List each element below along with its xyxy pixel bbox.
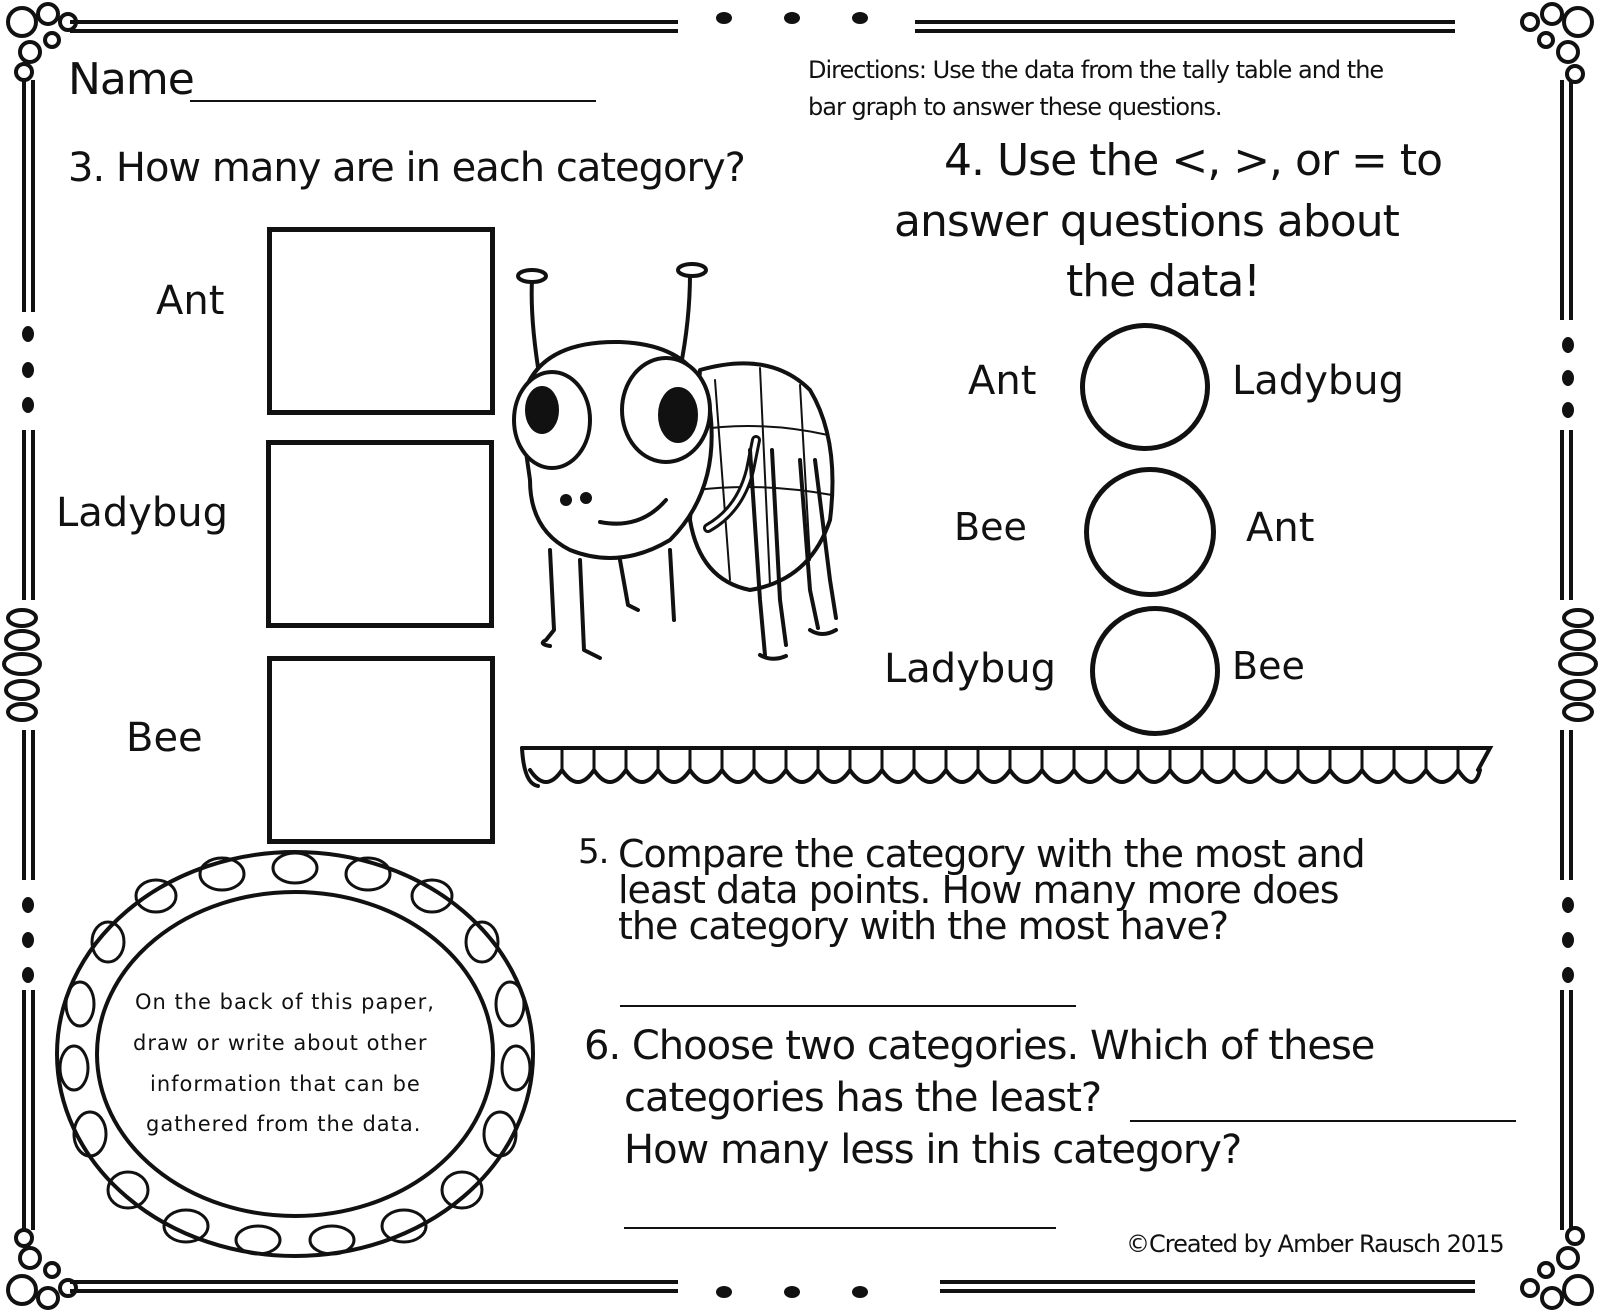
directions-line2: bar graph to answer these questions.	[808, 93, 1222, 121]
compare-2-right: Ant	[1246, 505, 1315, 551]
question-3-title: 3. How many are in each category?	[68, 145, 745, 191]
question-6-least-answer-line[interactable]	[1130, 1120, 1516, 1122]
compare-2-left: Bee	[954, 505, 1027, 549]
compare-3-right: Bee	[1232, 644, 1305, 688]
category-label-bee: Bee	[126, 715, 203, 761]
name-field[interactable]	[190, 100, 596, 102]
answer-box-ladybug[interactable]	[266, 440, 494, 628]
oval-note-line2: draw or write about other	[133, 1031, 428, 1055]
compare-3-circle[interactable]	[1090, 606, 1220, 736]
question-6-line1: 6. Choose two categories. Which of these	[584, 1023, 1375, 1069]
question-6-line3: How many less in this category?	[624, 1127, 1242, 1173]
scalloped-divider	[518, 744, 1494, 804]
oval-note-line4: gathered from the data.	[146, 1112, 422, 1136]
question-5-number: 5.	[578, 832, 609, 872]
category-label-ladybug: Ladybug	[56, 490, 228, 536]
compare-3-left: Ladybug	[884, 646, 1056, 692]
question-6-answer-line[interactable]	[624, 1227, 1056, 1229]
compare-1-right: Ladybug	[1232, 358, 1404, 404]
compare-2-circle[interactable]	[1084, 467, 1216, 597]
question-4-title-line2: answer questions about	[894, 196, 1399, 247]
answer-box-ant[interactable]	[267, 227, 495, 415]
question-5-line2: least data points. How many more does	[618, 868, 1339, 912]
copyright-credit: ©Created by Amber Rausch 2015	[1126, 1230, 1504, 1258]
compare-1-circle[interactable]	[1080, 323, 1210, 451]
question-5-line3: the category with the most have?	[618, 904, 1229, 948]
oval-note-line1: On the back of this paper,	[135, 990, 435, 1014]
question-6-line2: categories has the least?	[624, 1075, 1102, 1121]
answer-box-bee[interactable]	[267, 656, 495, 844]
question-4-title-line3: the data!	[1066, 256, 1260, 307]
category-label-ant: Ant	[156, 278, 225, 324]
question-5-answer-line[interactable]	[620, 1005, 1076, 1007]
name-label: Name	[68, 54, 194, 105]
question-5-line1: Compare the category with the most and	[618, 832, 1365, 876]
directions-line1: Directions: Use the data from the tally table and the	[808, 56, 1384, 84]
ant-cartoon-icon	[510, 260, 870, 680]
compare-1-left: Ant	[968, 358, 1037, 404]
question-4-title-line1: 4. Use the <, >, or = to	[944, 135, 1443, 186]
oval-note-line3: information that can be	[150, 1072, 421, 1096]
